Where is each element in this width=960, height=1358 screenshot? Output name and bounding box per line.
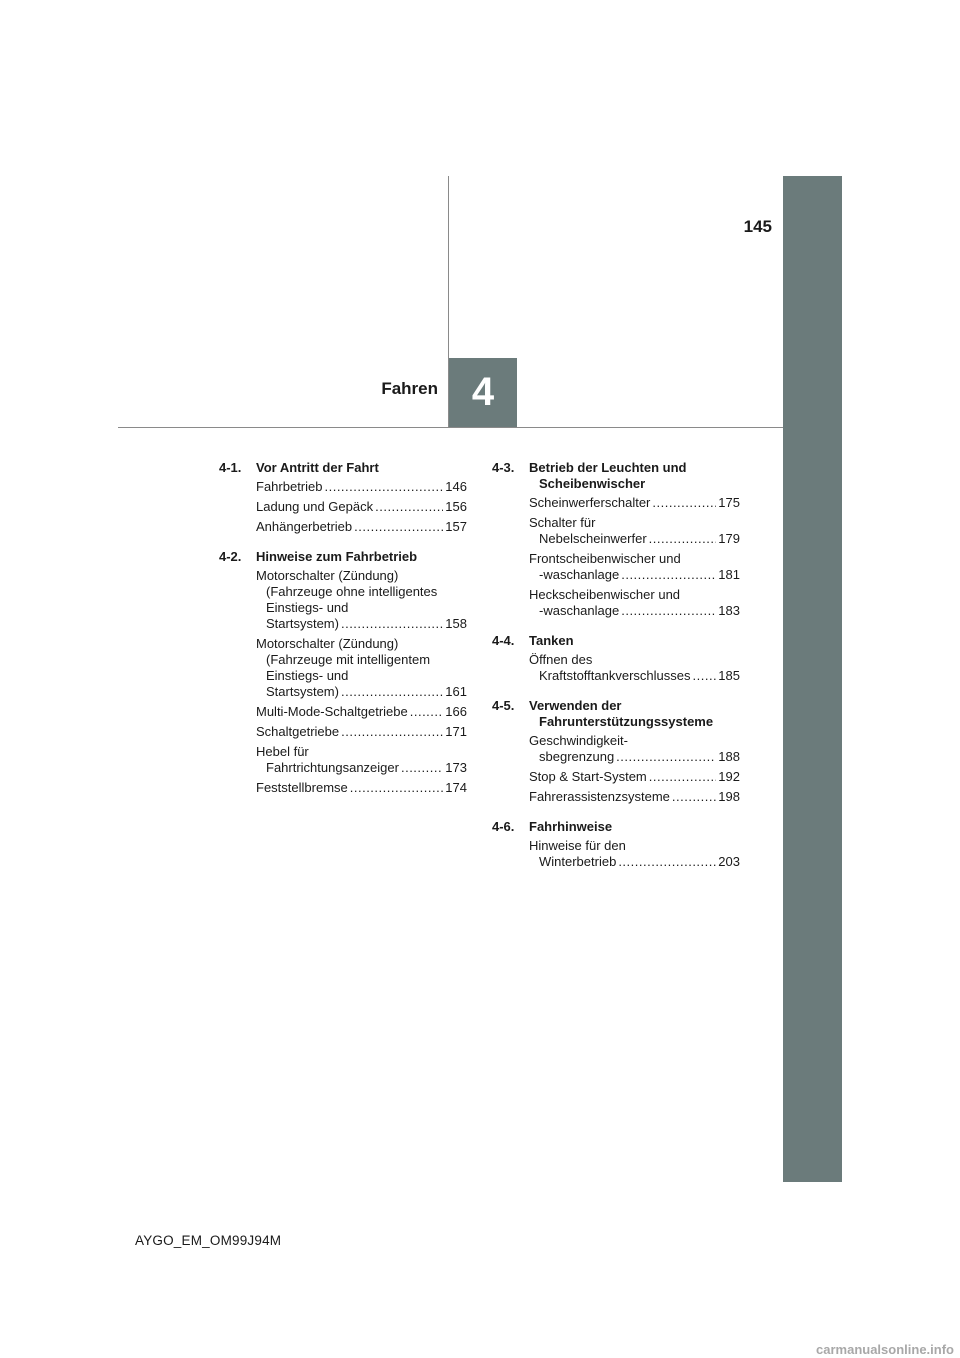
toc-entry-text: Startsystem) xyxy=(266,684,339,699)
toc-page-number: 161 xyxy=(445,684,467,699)
chapter-title: Fahren xyxy=(381,379,438,398)
toc-page-number: 198 xyxy=(718,789,740,804)
toc-section-heading[interactable] xyxy=(219,549,467,565)
toc-entry-text: -waschanlage xyxy=(539,603,620,618)
toc-entry-text: Kraftstofftankverschlusses xyxy=(539,668,691,683)
toc-dot-leader xyxy=(649,531,717,547)
toc-page-number: 166 xyxy=(445,704,467,719)
toc-entry-text: Fahrbetrieb xyxy=(256,479,323,494)
toc-entry[interactable] xyxy=(529,515,740,547)
toc-section-title xyxy=(529,460,740,492)
toc-entry-text: Öffnen des xyxy=(529,652,593,667)
toc-entry[interactable] xyxy=(529,789,740,805)
toc-section-heading[interactable] xyxy=(219,460,467,476)
toc-dot-leader xyxy=(649,769,717,785)
toc-entry-text: sbegrenzung xyxy=(539,749,615,764)
toc-page-number: 185 xyxy=(718,668,740,683)
toc-page-number: 173 xyxy=(445,760,467,775)
toc-section-title-line: Fahrunterstützungssysteme xyxy=(539,714,714,729)
toc-entry[interactable] xyxy=(256,744,467,776)
toc-entry[interactable] xyxy=(529,733,740,765)
toc-section xyxy=(219,549,467,796)
toc-section-title-line: Betrieb der Leuchten und xyxy=(529,460,687,475)
toc-entry[interactable] xyxy=(529,652,740,684)
toc-entry[interactable] xyxy=(529,838,740,870)
header-horizontal-rule xyxy=(118,427,783,428)
toc-section xyxy=(219,460,467,535)
toc-page-number: 192 xyxy=(718,769,740,784)
toc-dot-leader xyxy=(375,499,443,515)
toc-page-number: 146 xyxy=(445,479,467,494)
toc-entry-text: Ladung und Gepäck xyxy=(256,499,374,514)
toc-entry-text: Winterbetrieb xyxy=(539,854,617,869)
toc-entry-text: Einstiegs- und xyxy=(266,600,349,615)
toc-section-number: 4-4. xyxy=(492,633,515,648)
toc-entry[interactable] xyxy=(256,479,467,495)
toc-section-number: 4-1. xyxy=(219,460,242,475)
toc-dot-leader xyxy=(618,854,716,870)
toc-entry-text: Stop & Start-System xyxy=(529,769,647,784)
toc-entry-text: Heckscheibenwischer und xyxy=(529,587,681,602)
toc-entry-text: Hinweise für den xyxy=(529,838,626,853)
toc-dot-leader xyxy=(693,668,717,684)
toc-dot-leader xyxy=(621,603,716,619)
toc-entry-text: Hebel für xyxy=(256,744,309,759)
toc-section-number: 4-5. xyxy=(492,698,515,713)
toc-entry-text: Nebelscheinwerfer xyxy=(539,531,647,546)
toc-page-number: 158 xyxy=(445,616,467,631)
toc-page-number: 188 xyxy=(718,749,740,764)
toc-dot-leader xyxy=(341,684,443,700)
toc-entry[interactable] xyxy=(256,780,467,796)
toc-entry-text: Frontscheibenwischer und xyxy=(529,551,681,566)
toc-entry-text: -waschanlage xyxy=(539,567,620,582)
toc-entry-text: (Fahrzeuge ohne intelligentes xyxy=(266,584,438,599)
toc-entry-text: Schalter für xyxy=(529,515,596,530)
toc-entry[interactable] xyxy=(256,636,467,700)
toc-entry-text: Anhängerbetrieb xyxy=(256,519,353,534)
toc-page-number: 157 xyxy=(445,519,467,534)
toc-section-number: 4-6. xyxy=(492,819,515,834)
toc-entry[interactable] xyxy=(529,551,740,583)
toc-section-title-line: Vor Antritt der Fahrt xyxy=(256,460,379,475)
toc-entry[interactable] xyxy=(529,587,740,619)
toc-page-number: 183 xyxy=(718,603,740,618)
toc-section-title xyxy=(529,633,740,649)
toc-dot-leader xyxy=(341,724,443,740)
toc-entry-text: Feststellbremse xyxy=(256,780,348,795)
toc-entry-text: Einstiegs- und xyxy=(266,668,349,683)
toc-entry-text: Scheinwerferschalter xyxy=(529,495,651,510)
toc-entry[interactable] xyxy=(529,495,740,511)
toc-page-number: 203 xyxy=(718,854,740,869)
toc-entry-text: Motorschalter (Zündung) xyxy=(256,636,399,651)
toc-section-title xyxy=(529,698,740,730)
toc-column-right xyxy=(492,460,740,884)
toc-section-heading[interactable] xyxy=(492,460,740,492)
toc-entry-text: (Fahrzeuge mit intelligentem xyxy=(266,652,431,667)
chapter-number: 4 xyxy=(471,370,495,414)
toc-page-number: 179 xyxy=(718,531,740,546)
toc-page-number: 171 xyxy=(445,724,467,739)
chapter-number-box xyxy=(449,358,517,427)
toc-dot-leader xyxy=(350,780,444,796)
toc-section-title-line: Hinweise zum Fahrbetrieb xyxy=(256,549,418,564)
toc-entry[interactable] xyxy=(256,499,467,515)
document-code: AYGO_EM_OM99J94M xyxy=(135,1233,282,1248)
toc-entry[interactable] xyxy=(256,724,467,740)
toc-page-number: 175 xyxy=(718,495,740,510)
toc-section-title-line: Verwenden der xyxy=(529,698,622,713)
toc-dot-leader xyxy=(621,567,716,583)
toc-entry-text: Geschwindigkeit- xyxy=(529,733,628,748)
toc-section-heading[interactable] xyxy=(492,819,740,835)
chapter-side-tab xyxy=(783,176,842,1182)
toc-entry[interactable] xyxy=(256,704,467,720)
toc-section-heading[interactable] xyxy=(492,698,740,730)
watermark: carmanualsonline.info xyxy=(816,1342,954,1357)
toc-section-number: 4-3. xyxy=(492,460,515,475)
toc-section xyxy=(492,460,740,619)
toc-entry[interactable] xyxy=(256,519,467,535)
toc-dot-leader xyxy=(410,704,444,720)
toc-section-title xyxy=(256,460,467,476)
toc-entry-text: Motorschalter (Zündung) xyxy=(256,568,399,583)
toc-section-title-line: Fahrhinweise xyxy=(529,819,613,834)
toc-entry-text: Multi-Mode-Schaltgetriebe xyxy=(256,704,408,719)
toc-section xyxy=(492,698,740,805)
toc-entry[interactable] xyxy=(256,568,467,632)
toc-entry-text: Fahrerassistenzsysteme xyxy=(529,789,670,804)
toc-dot-leader xyxy=(652,495,716,511)
toc-entry-text: Startsystem) xyxy=(266,616,339,631)
toc-column-left xyxy=(219,460,467,810)
page-number: 145 xyxy=(743,217,772,236)
toc-section-title xyxy=(256,549,467,565)
toc-dot-leader xyxy=(354,519,443,535)
toc-section xyxy=(492,819,740,870)
toc-section-title-line: Scheibenwischer xyxy=(539,476,646,491)
toc-section-heading[interactable] xyxy=(492,633,740,649)
toc-page-number: 181 xyxy=(718,567,740,582)
toc-section-title-line: Tanken xyxy=(529,633,574,648)
toc-entry[interactable] xyxy=(529,769,740,785)
toc-dot-leader xyxy=(672,789,716,805)
toc-dot-leader xyxy=(616,749,716,765)
toc-section xyxy=(492,633,740,684)
toc-page-number: 156 xyxy=(445,499,467,514)
toc-page-number: 174 xyxy=(445,780,467,795)
toc-entry-text: Fahrtrichtungsanzeiger xyxy=(266,760,399,775)
toc-dot-leader xyxy=(401,760,443,776)
toc-section-number: 4-2. xyxy=(219,549,242,564)
toc-section-title xyxy=(529,819,740,835)
toc-dot-leader xyxy=(324,479,443,495)
toc-entry-text: Schaltgetriebe xyxy=(256,724,340,739)
toc-dot-leader xyxy=(341,616,443,632)
